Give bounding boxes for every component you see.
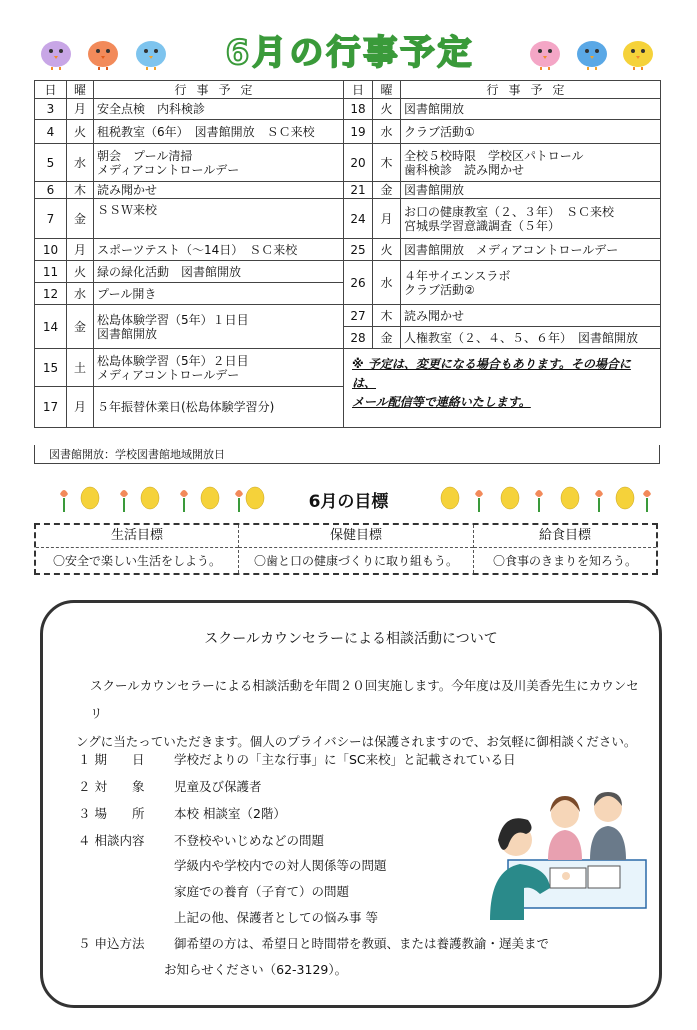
event-cell: 人権教室（２、４、５、６年） 図書館開放	[401, 327, 661, 349]
day-cell: 11	[35, 261, 67, 283]
goal-text: 〇安全で楽しい生活をしよう。	[52, 554, 221, 568]
table-row	[35, 120, 344, 144]
event-cell: 読み聞かせ	[401, 305, 661, 327]
event-cell: 全校５校時限 学校区パトロール 歯科検診 読み聞かせ	[401, 144, 661, 182]
weekday-cell: 月	[67, 99, 94, 120]
weekday-cell: 土	[67, 349, 94, 387]
library-footnote: 図書館開放：学校図書館地域開放日	[34, 445, 660, 464]
event-cell: ＳＳＷ来校	[94, 199, 344, 239]
event-cell: 松島体験学習（5年）１日目 図書館開放	[94, 305, 344, 349]
goal-text: 〇歯と口の健康づくりに取り組もう。	[253, 554, 458, 568]
table-row	[35, 283, 344, 305]
chick-blue-icon	[133, 34, 169, 70]
chick-pink-icon	[527, 34, 563, 70]
event-cell: クラブ活動①	[401, 120, 661, 144]
tulip-chick-border-icon	[425, 484, 655, 512]
weekday-cell: 金	[67, 199, 94, 239]
schedule-note: ※ 予定は、変更になる場合もあります。その場合には、 メール配信等で連絡いたします。	[344, 349, 661, 428]
day-cell: 20	[344, 144, 373, 182]
table-header	[344, 81, 661, 99]
day-cell: 6	[35, 182, 67, 199]
counselor-intro: スクールカウンセラーによる相談活動を年間２０回実施します。今年度は及川美香先生にカウンセリ ングに当たっていただきます。個人のプライバシーは保護されますので、お気軽に御相談ください。	[76, 678, 639, 749]
header-event: 行事予定	[94, 81, 344, 99]
event-cell: 読み聞かせ	[94, 182, 344, 199]
day-cell: 19	[344, 120, 373, 144]
weekday-cell: 木	[373, 305, 401, 327]
event-cell: ４年サイエンスラボ クラブ活動②	[401, 261, 661, 305]
table-row	[35, 305, 344, 349]
event-cell: スポーツテスト（～14日） ＳＣ来校	[94, 239, 344, 261]
event-cell: 租税教室（6年） 図書館開放 ＳＣ来校	[94, 120, 344, 144]
table-row	[344, 99, 661, 120]
table-row	[344, 327, 661, 349]
day-cell: 27	[344, 305, 373, 327]
event-cell: プール開き	[94, 283, 344, 305]
table-row	[35, 182, 344, 199]
table-row	[344, 144, 661, 182]
counselor-title: スクールカウンセラーによる相談活動について	[204, 631, 498, 647]
weekday-cell: 月	[67, 239, 94, 261]
day-cell: 28	[344, 327, 373, 349]
day-cell: 25	[344, 239, 373, 261]
weekday-cell: 金	[373, 182, 401, 199]
day-cell: 15	[35, 349, 67, 387]
goal-heading: 給食目標	[474, 525, 656, 548]
table-row	[35, 239, 344, 261]
goals-title: 6月の目標	[308, 492, 389, 512]
event-cell: 安全点検 内科検診	[94, 99, 344, 120]
goal-life	[36, 525, 239, 573]
weekday-cell: 火	[67, 120, 94, 144]
weekday-cell: 水	[373, 261, 401, 305]
chick-orange-icon	[85, 34, 121, 70]
event-cell: 緑の緑化活動 図書館開放	[94, 261, 344, 283]
info-row-apply: ５ 申込方法 御希望の方は、希望日と時間帯を教頭、または養護教諭・遅美まで	[78, 936, 550, 951]
weekday-cell: 水	[67, 144, 94, 182]
weekday-cell: 水	[373, 120, 401, 144]
event-cell: ５年振替休業日(松島体験学習分)	[94, 387, 344, 428]
note-row	[344, 349, 661, 428]
header-weekday: 曜	[373, 81, 401, 99]
header-event: 行事予定	[401, 81, 661, 99]
chick-purple-icon	[38, 34, 74, 70]
goal-text: 〇食事のきまりを知ろう。	[492, 554, 637, 568]
day-cell: 21	[344, 182, 373, 199]
table-row	[35, 199, 344, 239]
table-row	[344, 199, 661, 239]
weekday-cell: 火	[67, 261, 94, 283]
day-cell: 24	[344, 199, 373, 239]
event-cell: 図書館開放 メディアコントロールデー	[401, 239, 661, 261]
day-cell: 17	[35, 387, 67, 428]
info-row-place: ３ 場 所 本校 相談室（2階）	[78, 806, 286, 821]
weekday-cell: 金	[67, 305, 94, 349]
chick-yellow-icon	[620, 34, 656, 70]
header-weekday: 曜	[67, 81, 94, 99]
table-row	[35, 99, 344, 120]
schedule-table-right	[343, 80, 661, 428]
day-cell: 4	[35, 120, 67, 144]
day-cell: 18	[344, 99, 373, 120]
info-row-target: ２ 対 象 児童及び保護者	[78, 779, 262, 794]
day-cell: 14	[35, 305, 67, 349]
goals-box	[34, 523, 658, 575]
goal-lunch	[474, 525, 656, 573]
goal-health	[239, 525, 474, 573]
info-row-date: １ 期 日 学校だよりの「主な行事」に「SC来校」と記載されている日	[78, 752, 516, 767]
day-cell: 3	[35, 99, 67, 120]
table-row	[344, 261, 661, 305]
table-row	[344, 239, 661, 261]
counseling-illustration-icon	[488, 778, 648, 920]
table-header	[35, 81, 344, 99]
table-row	[35, 387, 344, 428]
chick-blue-icon	[574, 34, 610, 70]
event-cell: 松島体験学習（5年）２日目 メディアコントロールデー	[94, 349, 344, 387]
weekday-cell: 木	[67, 182, 94, 199]
day-cell: 12	[35, 283, 67, 305]
weekday-cell: 火	[373, 99, 401, 120]
weekday-cell: 火	[373, 239, 401, 261]
schedule-table-left	[34, 80, 344, 428]
weekday-cell: 水	[67, 283, 94, 305]
event-cell: お口の健康教室（２、３年） ＳＣ来校 宮城県学習意識調査（５年）	[401, 199, 661, 239]
table-row	[35, 261, 344, 283]
weekday-cell: 木	[373, 144, 401, 182]
table-row	[344, 182, 661, 199]
page-title: 6月の行事予定	[225, 33, 475, 73]
event-cell: 朝会 プール清掃 メディアコントロールデー	[94, 144, 344, 182]
weekday-cell: 月	[373, 199, 401, 239]
day-cell: 26	[344, 261, 373, 305]
table-row	[344, 305, 661, 327]
goal-heading: 生活目標	[36, 525, 238, 548]
goal-heading: 保健目標	[239, 525, 473, 548]
header-day: 日	[35, 81, 67, 99]
day-cell: 5	[35, 144, 67, 182]
info-row-contact: お知らせください（62-3129）。	[164, 962, 348, 977]
table-row	[35, 349, 344, 387]
info-row-content: ４ 相談内容 不登校やいじめなどの問題	[78, 833, 325, 848]
event-cell: 図書館開放	[401, 99, 661, 120]
day-cell: 10	[35, 239, 67, 261]
table-row	[35, 144, 344, 182]
day-cell: 7	[35, 199, 67, 239]
weekday-cell: 金	[373, 327, 401, 349]
header-day: 日	[344, 81, 373, 99]
event-cell: 図書館開放	[401, 182, 661, 199]
table-row	[344, 120, 661, 144]
weekday-cell: 月	[67, 387, 94, 428]
